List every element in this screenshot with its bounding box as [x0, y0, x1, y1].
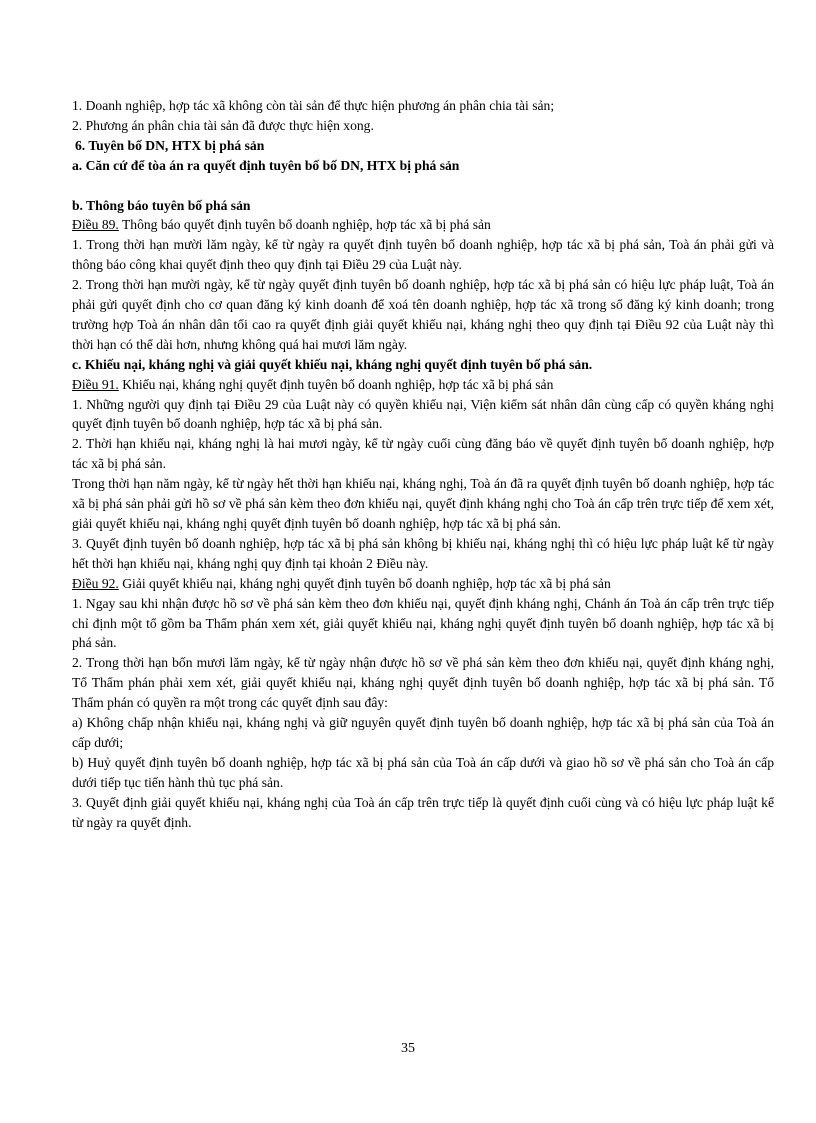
article-title: Khiếu nại, kháng nghị quyết định tuyên bố doanh nghiệp, hợp tác xã bị phá sản [118, 376, 554, 392]
paragraph: 2. Trong thời hạn bốn mươi lăm ngày, kể từ ngày nhận được hồ sơ về phá sản kèm theo đơn khiếu nại, quyết định kháng nghị, Tổ Thẩm phán phải xem xét, giải quyết khiếu nại, kháng nghị quyết định tuyên bố doanh nghiệp, hợp tác xã bị phá sản. Tổ Thẩm phán có quyền ra một trong các quyết định sau đây: [72, 655, 774, 711]
article-heading [72, 375, 774, 395]
article-heading [72, 215, 774, 235]
paragraph: 2. Phương án phân chia tài sản đã được thực hiện xong. [72, 117, 374, 133]
document-body [72, 96, 774, 833]
paragraph: 3. Quyết định tuyên bố doanh nghiệp, hợp tác xã bị phá sản không bị khiếu nại, kháng nghị thì có hiệu lực pháp luật kể từ ngày hết thời hạn khiếu nại, kháng nghị quy định tại khoản 2 Điều này. [72, 535, 774, 571]
article-number: Điều 91. [72, 376, 119, 392]
section-heading: 6. Tuyên bố DN, HTX bị phá sản [75, 137, 265, 153]
paragraph: Trong thời hạn năm ngày, kể từ ngày hết thời hạn khiếu nại, kháng nghị, Toà án đã ra quyết định tuyên bố doanh nghiệp, hợp tác xã bị phá sản phải gửi hồ sơ về phá sản kèm theo đơn khiếu nại, quyết định kháng nghị cho Toà án cấp trên trực tiếp để xem xét, giải quyết khiếu nại, kháng nghị quyết định tuyên bố doanh nghiệp, hợp tác xã bị phá sản. [72, 476, 774, 532]
subsection-heading: a. Căn cứ để tòa án ra quyết định tuyên bố bố DN, HTX bị phá sản [72, 157, 460, 173]
paragraph: 3. Quyết định giải quyết khiếu nại, kháng nghị của Toà án cấp trên trực tiếp là quyết định cuối cùng và có hiệu lực pháp luật kể từ ngày ra quyết định. [72, 794, 774, 830]
paragraph: 2. Trong thời hạn mười ngày, kể từ ngày quyết định tuyên bố doanh nghiệp, hợp tác xã bị phá sản có hiệu lực pháp luật, Toà án phải gửi quyết định cho cơ quan đăng ký kinh doanh để xoá tên doanh nghiệp, hợp tác xã trong sổ đăng ký kinh doanh; trong trường hợp Toà án nhân dân tối cao ra quyết định giải quyết khiếu nại, kháng nghị theo quy định tại Điều 92 của Luật này thì thời hạn có thể dài hơn, nhưng không quá hai mươi lăm ngày. [72, 277, 774, 352]
subsection-heading: b. Thông báo tuyên bố phá sản [72, 197, 251, 213]
article-title: Thông báo quyết định tuyên bố doanh nghiệp, hợp tác xã bị phá sản [118, 217, 491, 233]
paragraph: b) Huỷ quyết định tuyên bố doanh nghiệp, hợp tác xã bị phá sản của Toà án cấp dưới và giao hồ sơ về phá sản cho Toà án cấp dưới tiếp tục tiến hành thủ tục phá sản. [72, 754, 774, 790]
paragraph: a) Không chấp nhận khiếu nại, kháng nghị và giữ nguyên quyết định tuyên bố doanh nghiệp, hợp tác xã bị phá sản của Toà án cấp dưới; [72, 715, 774, 750]
article-heading [72, 574, 774, 594]
article-number: Điều 89. [72, 217, 119, 233]
paragraph: 1. Những người quy định tại Điều 29 của Luật này có quyền khiếu nại, Viện kiểm sát nhân dân cùng cấp có quyền kháng nghị quyết định tuyên bố doanh nghiệp, hợp tác xã bị phá sản. [72, 396, 774, 432]
paragraph: 2. Thời hạn khiếu nại, kháng nghị là hai mươi ngày, kể từ ngày cuối cùng đăng báo về quyết định tuyên bố doanh nghiệp, hợp tác xã bị phá sản. [72, 436, 774, 472]
paragraph: 1. Ngay sau khi nhận được hồ sơ về phá sản kèm theo đơn khiếu nại, quyết định kháng nghị, Chánh án Toà án cấp trên trực tiếp chỉ định một tổ gồm ba Thẩm phán xem xét, giải quyết khiếu nại, kháng nghị quyết định tuyên bố doanh nghiệp, hợp tác xã bị phá sản. [72, 595, 774, 651]
paragraph: 1. Doanh nghiệp, hợp tác xã không còn tài sản để thực hiện phương án phân chia tài sản; [72, 98, 555, 113]
article-number: Điều 92. [72, 575, 119, 591]
subsection-heading: c. Khiếu nại, kháng nghị và giải quyết khiếu nại, kháng nghị quyết định tuyên bố phá sản. [72, 356, 593, 372]
paragraph: 1. Trong thời hạn mười lăm ngày, kể từ ngày ra quyết định tuyên bố doanh nghiệp, hợp tác xã bị phá sản, Toà án phải gửi và thông báo công khai quyết định theo quy định tại Điều 29 của Luật này. [72, 237, 774, 273]
blank-line [72, 176, 774, 196]
page-number: 35 [401, 1041, 415, 1056]
article-title: Giải quyết khiếu nại, kháng nghị quyết định tuyên bố doanh nghiệp, hợp tác xã bị phá sản [118, 575, 611, 591]
